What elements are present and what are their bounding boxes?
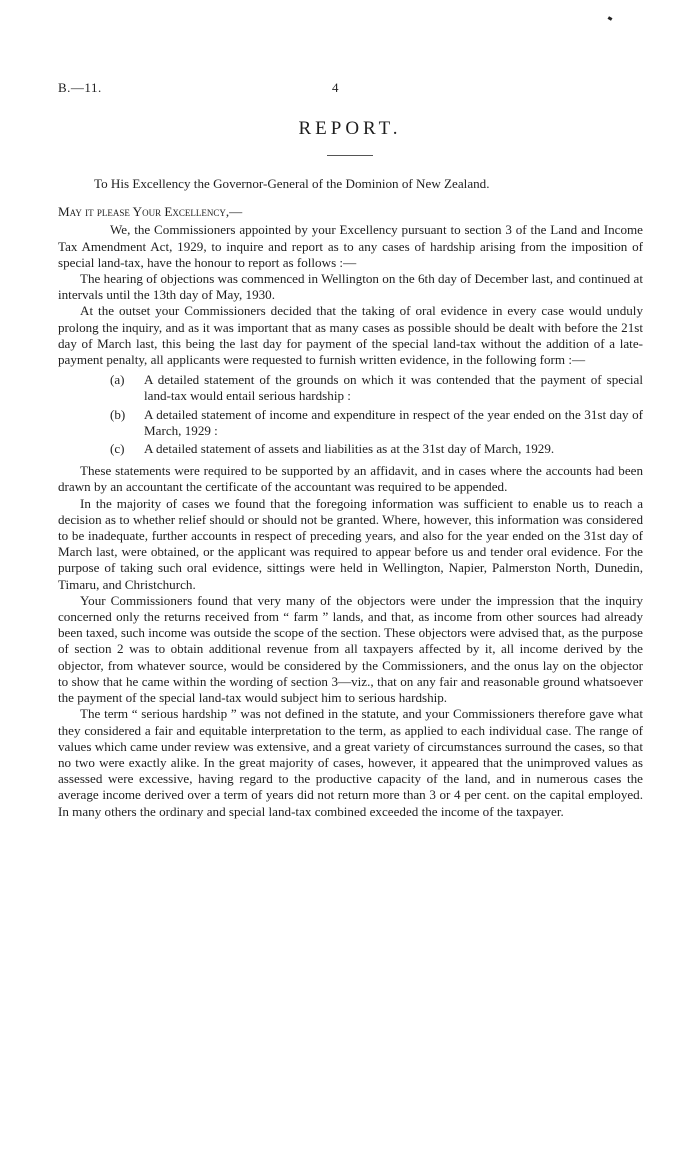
page-number: 4	[332, 80, 339, 95]
list-item	[110, 372, 643, 404]
title-rule	[327, 155, 373, 156]
page-title: REPORT.	[298, 118, 402, 139]
list-item	[110, 441, 643, 457]
paragraph-majority: In the majority of cases we found that the foregoing information was sufficient to enable us to reach a decision as to whether relief should or should not be granted. Where, however, this information was considered to be inadequate, further accounts in respect of preceding years, and also for the year ended on the 31st day of March last, were obtained, or the applicant was required to appear before us and tender oral evidence. For the purpose of taking such oral evidence, sittings were held in Wellington, Napier, Palmerston North, Dunedin, Timaru, and Christchurch.	[58, 495, 643, 592]
paragraph-intro-2: The hearing of objections was commenced in Wellington on the 6th day of December last, and continued at intervals until the 13th day of May, 1930.	[58, 271, 643, 303]
list-item-text: A detailed statement of income and expenditure in respect of the year ended on the 31st day of March, 1929 :	[144, 406, 643, 438]
addressee-line: To His Excellency the Governor-General of the Dominion of New Zealand.	[94, 176, 490, 191]
evidence-list	[58, 372, 643, 457]
list-item	[110, 407, 643, 439]
paragraph-intro-3: At the outset your Commissioners decided that the taking of oral evidence in every case would unduly prolong the inquiry, and as it was important that as many cases as possible should be dealt with before the 21st day of March last, this being the last day for payment of the special land-tax without the addition of a late-payment penalty, all applicants were requested to furnish written evidence, in the following form :—	[58, 303, 643, 368]
document-reference: B.—11.	[58, 80, 102, 95]
paragraph-affidavit: These statements were required to be supported by an affidavit, and in cases where the accounts had been drawn by an accountant the certificate of the accountant was required to be appended.	[58, 463, 643, 495]
list-item-text: A detailed statement of assets and liabilities as at the 31st day of March, 1929.	[144, 441, 555, 457]
list-item-marker: (b)	[110, 406, 126, 422]
list-item-marker: (a)	[110, 372, 125, 388]
list-item-text: A detailed statement of the grounds on which it was contended that the payment of special land-tax would entail serious hardship :	[144, 372, 643, 404]
list-item-marker: (c)	[110, 441, 125, 457]
report-body	[58, 170, 643, 820]
ink-speck	[608, 16, 613, 21]
paragraph-intro-1: We, the Commissioners appointed by your Excellency pursuant to section 3 of the Land and Income Tax Amendment Act, 1929, to inquire and report as to any cases of hardship arising from the imposition of special land-tax, have the honour to report as follows :—	[58, 222, 643, 270]
paragraph-objectors: Your Commissioners found that very many of the objectors were under the impression that the inquiry concerned only the returns received from “ farm ” lands, and that, as income from other sources had already been taxed, such income was outside the scope of the section. These objectors were advised that, as the purpose of section 2 was to obtain additional revenue from all taxpayers affected by it, all income derived by the objector, from whatever source, would be considered by the Commissioners, and the onus lay on the objector to show that he came within the wording of section 3—viz., that on any fair and reasonable ground whatsoever the payment of the special land-tax would subject him to serious hardship.	[58, 592, 643, 706]
paragraph-serious-hardship: The term “ serious hardship ” was not defined in the statute, and your Commissioners therefore gave what they considered a fair and equitable interpretation to the term, as applied to each individual case. The range of values which came under review was extensive, and a great variety of circumstances surround the cases, so that no two were exactly alike. In the great majority of cases, however, it appeared that the unimproved values as assessed were excessive, having regard to the productive capacity of the land, and in numerous cases the average income derived over a term of years did not return more than 3 or 4 per cent. on the capital employed. In many others the ordinary and special land-tax combined exceeded the income of the taxpayer.	[58, 706, 643, 819]
salutation-line: May it please Your Excellency,—	[58, 204, 243, 220]
